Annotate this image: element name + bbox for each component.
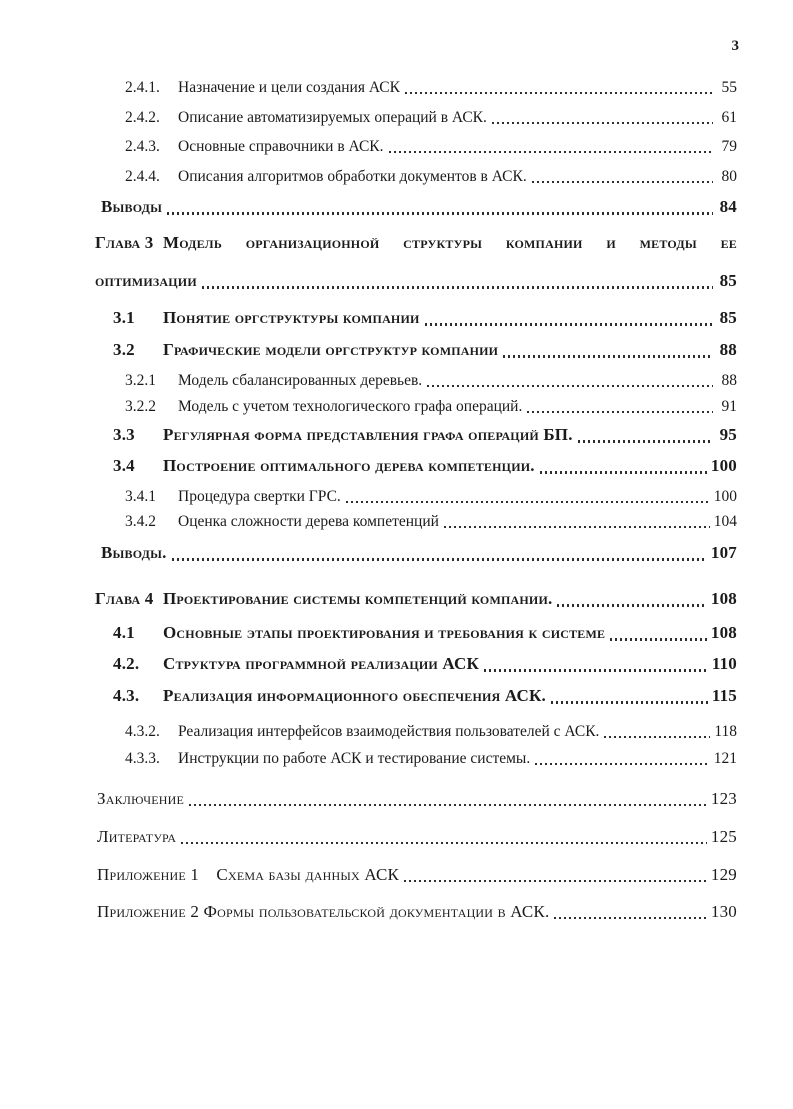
dotted-leader	[172, 558, 707, 561]
toc-entry	[113, 339, 737, 361]
entry-page-number: 121	[713, 750, 737, 767]
chapter-label: Глава 4	[95, 589, 154, 608]
dotted-leader	[535, 763, 710, 765]
entry-page-number: 108	[710, 623, 737, 642]
dotted-leader	[202, 286, 713, 289]
entry-title: Регулярная форма представления графа операций БП.	[163, 425, 573, 444]
toc-entry-chapter	[95, 588, 737, 610]
entry-number: 2.4.3.	[125, 138, 160, 155]
entry-title: Основные справочники в АСК.	[178, 138, 384, 155]
toc-entry-chapter	[95, 232, 737, 254]
entry-title: Выводы	[101, 197, 163, 216]
entry-number: 2.4.1.	[125, 79, 160, 96]
entry-title: Реализация интерфейсов взаимодействия пользователей с АСК.	[178, 723, 600, 740]
entry-title: Основные этапы проектирования и требования к системе	[163, 623, 606, 642]
toc-entry-conclusions	[101, 196, 737, 218]
entry-title: Понятие оргструктуры компании	[163, 308, 420, 327]
entry-title: Графические модели оргструктур компании	[163, 340, 499, 359]
entry-title: Оценка сложности дерева компетенций	[178, 513, 439, 530]
entry-page-number: 95	[719, 425, 737, 444]
toc-entry	[113, 622, 737, 644]
dotted-leader	[610, 638, 707, 641]
dotted-leader	[557, 604, 706, 607]
entry-page-number: 104	[713, 513, 737, 530]
entry-title: Описание автоматизируемых операций в АСК.	[178, 109, 487, 126]
entry-page-number: 100	[710, 456, 737, 475]
entry-page-number: 107	[710, 543, 737, 562]
entry-title: Приложение 1 Схема базы данных АСК	[97, 865, 400, 884]
entry-page-number: 79	[721, 138, 737, 155]
chapter-label: Глава 3	[95, 233, 154, 252]
entry-title: Приложение 2 Формы пользовательской документации в АСК.	[97, 902, 550, 921]
toc-entry-conclusions	[101, 542, 737, 564]
page-number: 3	[731, 38, 739, 54]
entry-title: Модель сбалансированных деревьев.	[178, 372, 423, 389]
entry-number: 3.4	[113, 456, 135, 475]
entry-number: 3.4.1	[125, 488, 156, 505]
toc-entry-endmatter	[97, 788, 737, 810]
dotted-leader	[484, 669, 708, 672]
entry-page-number: 100	[713, 488, 737, 505]
toc-entry	[125, 397, 737, 417]
toc-entry-appendix	[97, 901, 737, 923]
entry-number: 2.4.2.	[125, 109, 160, 126]
toc-entry	[125, 749, 737, 769]
dotted-leader	[425, 323, 713, 326]
dotted-leader	[540, 471, 707, 474]
entry-title: Проектирование системы компетенций компании.	[163, 589, 553, 608]
dotted-leader	[167, 212, 713, 215]
entry-title: Процедура свертки ГРС.	[178, 488, 341, 505]
toc-entry	[125, 722, 737, 742]
entry-page-number: 88	[719, 340, 737, 359]
entry-number: 4.2.	[113, 654, 140, 673]
entry-page-number: 125	[710, 827, 737, 846]
entry-title: Модель организационной структуры компании и методы ее	[163, 233, 737, 252]
entry-title: Структура программной реализации АСК	[163, 654, 480, 673]
dotted-leader	[554, 917, 706, 919]
dotted-leader	[405, 92, 713, 94]
dotted-leader	[527, 411, 713, 413]
entry-title: Заключение	[97, 789, 184, 808]
toc-entry	[125, 512, 737, 532]
entry-title: Выводы.	[101, 543, 167, 562]
toc-entry-endmatter	[97, 826, 737, 848]
toc-entry	[125, 371, 737, 391]
entry-number: 4.1	[113, 623, 135, 642]
dotted-leader	[551, 701, 708, 704]
entry-page-number: 84	[719, 197, 737, 216]
entry-number: 3.1	[113, 308, 135, 327]
entry-number: 3.2	[113, 340, 135, 359]
entry-page-number: 88	[721, 372, 737, 389]
entry-number: 3.2.2	[125, 398, 156, 415]
toc-entry	[125, 167, 737, 187]
toc-entry	[113, 455, 737, 477]
entry-page-number: 115	[711, 686, 737, 705]
entry-title: Литература	[97, 827, 177, 846]
dotted-leader	[427, 385, 713, 387]
toc-entry	[125, 78, 737, 98]
dotted-leader	[189, 804, 707, 806]
entry-number: 3.3	[113, 425, 135, 444]
entry-page-number: 118	[714, 723, 737, 740]
toc-entry-appendix	[97, 864, 737, 886]
dotted-leader	[492, 122, 713, 124]
entry-page-number: 61	[721, 109, 737, 126]
entry-title: Назначение и цели создания АСК	[178, 79, 400, 96]
entry-page-number: 110	[711, 654, 737, 673]
entry-page-number: 85	[719, 308, 737, 327]
entry-title: оптимизации	[95, 271, 197, 290]
dotted-leader	[346, 501, 710, 503]
toc-entry	[113, 653, 737, 675]
entry-page-number: 91	[721, 398, 737, 415]
entry-page-number: 123	[710, 789, 737, 808]
entry-number: 4.3.3.	[125, 750, 160, 767]
dotted-leader	[604, 736, 710, 738]
dotted-leader	[181, 842, 707, 844]
entry-title: Построение оптимального дерева компетенции.	[163, 456, 535, 475]
entry-title: Инструкции по работе АСК и тестирование системы.	[178, 750, 531, 767]
toc-entry	[125, 487, 737, 507]
dotted-leader	[389, 151, 713, 153]
entry-page-number: 108	[710, 589, 737, 608]
dotted-leader	[444, 526, 710, 528]
entry-title: Модель с учетом технологического графа операций.	[178, 398, 523, 415]
entry-number: 4.3.2.	[125, 723, 160, 740]
entry-page-number: 55	[721, 79, 737, 96]
entry-page-number: 129	[710, 865, 737, 884]
entry-number: 2.4.4.	[125, 168, 160, 185]
entry-page-number: 130	[710, 902, 737, 921]
entry-number: 3.2.1	[125, 372, 156, 389]
toc-entry	[125, 108, 737, 128]
toc-entry-chapter-wrap	[95, 270, 737, 292]
entry-title: Реализация информационного обеспечения АСК.	[163, 686, 546, 705]
entry-title: Описания алгоритмов обработки документов в АСК.	[178, 168, 527, 185]
dotted-leader	[404, 880, 707, 882]
toc-entry	[125, 137, 737, 157]
entry-page-number: 85	[719, 271, 737, 290]
entry-number: 3.4.2	[125, 513, 156, 530]
dotted-leader	[503, 355, 713, 358]
dotted-leader	[532, 181, 713, 183]
toc-entry	[113, 307, 737, 329]
toc-entry	[113, 424, 737, 446]
entry-number: 4.3.	[113, 686, 140, 705]
toc-entry	[113, 685, 737, 707]
dotted-leader	[578, 440, 713, 443]
entry-page-number: 80	[721, 168, 737, 185]
